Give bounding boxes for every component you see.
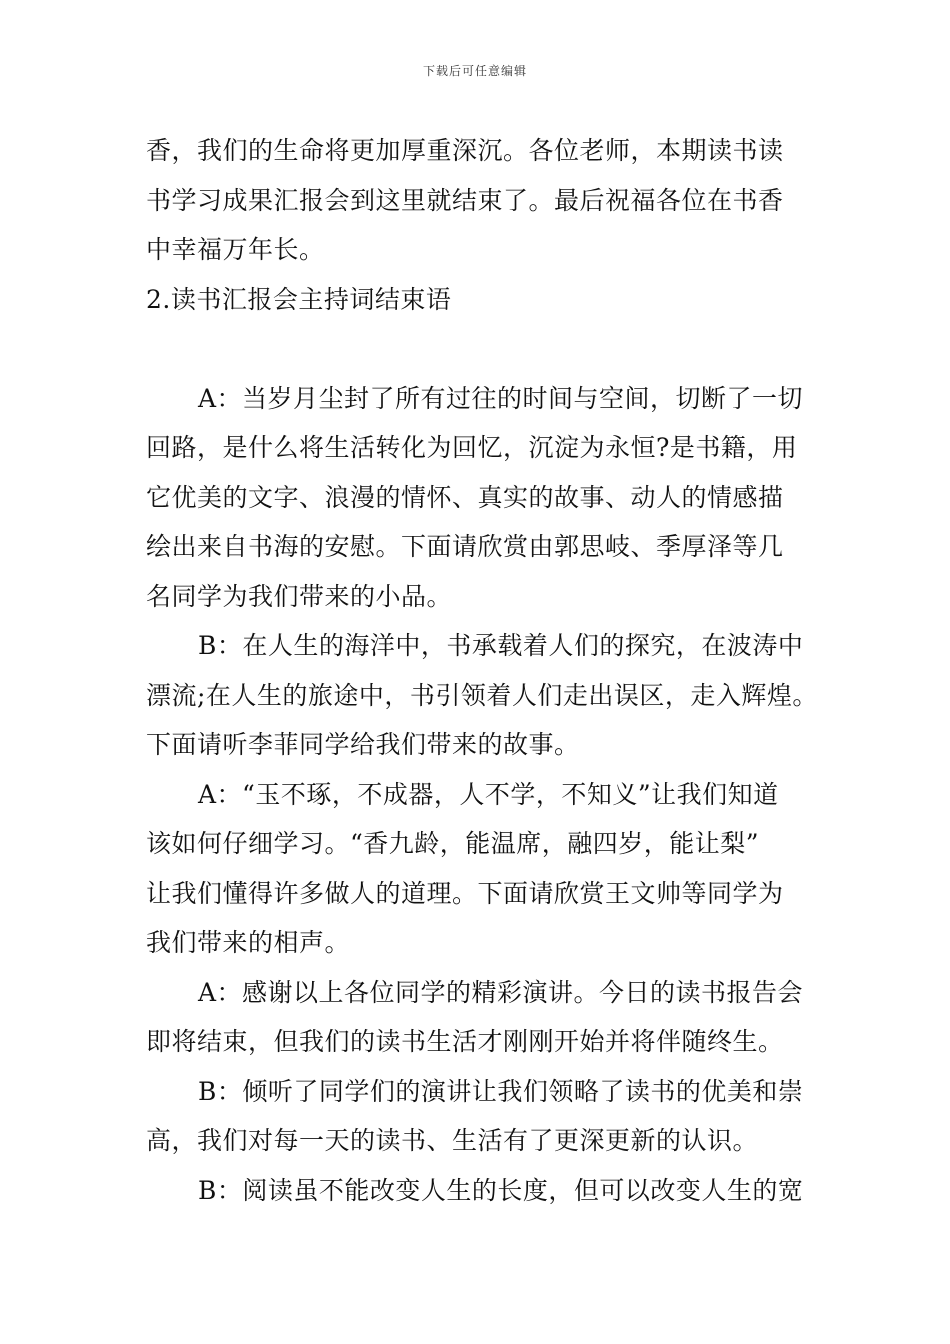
text-line: 书学习成果汇报会到这里就结束了。最后祝福各位在书香 <box>146 185 784 215</box>
text-line: 让我们懂得许多做人的道理。下面请欣赏王文帅等同学为 <box>146 878 784 908</box>
text-line: 中幸福万年长。 <box>146 235 325 264</box>
paragraph-start-line: A：感谢以上各位同学的精彩演讲。今日的读书报告会 <box>198 977 804 1007</box>
paragraph-start-line: A：“玉不琢，不成器，人不学，不知义”让我们知道 <box>198 779 779 809</box>
section-heading: 2.读书汇报会主持词结束语 <box>146 284 452 314</box>
document-body <box>146 126 816 1215</box>
paragraph-start-line: A：当岁月尘封了所有过往的时间与空间，切断了一切 <box>198 383 804 413</box>
text-line: 我们带来的相声。 <box>146 928 351 957</box>
text-line: 漂流;在人生的旅途中，书引领着人们走出误区，走入辉煌。 <box>146 680 818 710</box>
page-header: 下载后可任意编辑 <box>422 64 527 78</box>
text-line: 下面请听李菲同学给我们带来的故事。 <box>146 730 580 759</box>
paragraph-start-line: B：在人生的海洋中，书承载着人们的探究，在波涛中 <box>198 631 804 660</box>
text-line: 名同学为我们带来的小品。 <box>146 581 453 611</box>
text-line: 绘出来自书海的安慰。下面请欣赏由郭思岐、季厚泽等几 <box>146 532 784 561</box>
paragraph-start-line: B：阅读虽不能改变人生的长度，但可以改变人生的宽 <box>198 1175 804 1205</box>
text-line: 该如何仔细学习。“香九龄，能温席，融四岁，能让梨” <box>146 829 760 858</box>
text-line: 回路，是什么将生活转化为回忆，沉淀为永恒?是书籍，用 <box>146 433 798 462</box>
text-line: 它优美的文字、浪漫的情怀、真实的故事、动人的情感描 <box>146 482 784 512</box>
paragraph-start-line: B：倾听了同学们的演讲让我们领略了读书的优美和崇 <box>198 1076 804 1106</box>
blank-line <box>146 324 816 374</box>
text-line: 高，我们对每一天的读书、生活有了更深更新的认识。 <box>146 1126 759 1155</box>
text-line: 即将结束，但我们的读书生活才刚刚开始并将伴随终生。 <box>146 1027 784 1056</box>
text-line: 香，我们的生命将更加厚重深沉。各位老师，本期读书读 <box>146 136 784 165</box>
